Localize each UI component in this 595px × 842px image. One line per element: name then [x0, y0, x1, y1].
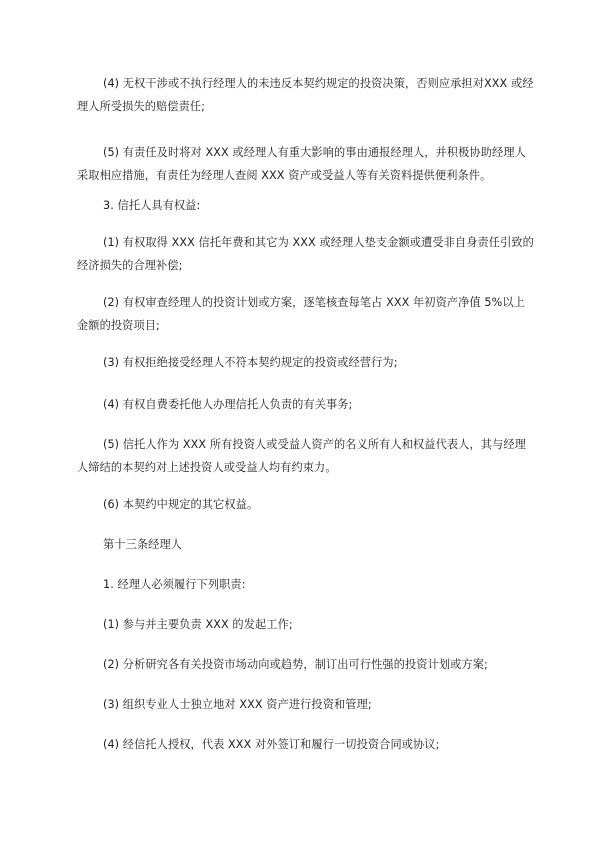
paragraph-manager-duty-3: (3) 组织专业人士独立地对 XXX 资产进行投资和管理; [103, 698, 372, 711]
paragraph-right-2: (2) 有权审查经理人的投资计划或方案，逐笔核查每笔占 XXX 年初资产净值 5%以上金额的投资项目; [77, 296, 525, 332]
paragraph-manager-duty-1: (1) 参与并主要负责 XXX 的发起工作; [103, 618, 293, 631]
section-heading-manager-duties: 1. 经理人必须履行下列职责: [103, 578, 246, 591]
paragraph-manager-duty-4: (4) 经信托人授权，代表 XXX 对外签订和履行一切投资合同或协议; [103, 738, 440, 751]
paragraph-duty-4: (4) 无权干涉或不执行经理人的未违反本契约规定的投资决策，否则应承担对XXX 或经理人所受损失的赔偿责任; [77, 77, 534, 113]
paragraph-duty-5: (5) 有责任及时将对 XXX 或经理人有重大影响的事由通报经理人，并积极协助经理人采取相应措施，有责任为经理人查阅 XXX 资产或受益人等有关资料提供便利条件。 [77, 146, 526, 182]
paragraph-right-3: (3) 有权拒绝接受经理人不符本契约规定的投资或经营行为; [103, 356, 398, 369]
paragraph-manager-duty-2: (2) 分析研究各有关投资市场动向或趋势，制订出可行性强的投资计划或方案; [103, 658, 488, 671]
paragraph-right-4: (4) 有权自费委托他人办理信托人负责的有关事务; [103, 398, 353, 411]
paragraph-right-6: (6) 本契约中规定的其它权益。 [103, 498, 259, 511]
paragraph-right-1: (1) 有权取得 XXX 信托年费和其它为 XXX 或经理人垫支金额或遭受非自身责任引致的经济损失的合理补偿; [77, 236, 534, 272]
section-heading-trustee-rights: 3. 信托人具有权益: [103, 199, 201, 212]
article-heading-manager: 第十三条经理人 [103, 538, 183, 551]
paragraph-right-5: (5) 信托人作为 XXX 所有投资人或受益人资产的名义所有人和权益代表人，其与经理人缔结的本契约对上述投资人或受益人均有约束力。 [77, 438, 526, 474]
